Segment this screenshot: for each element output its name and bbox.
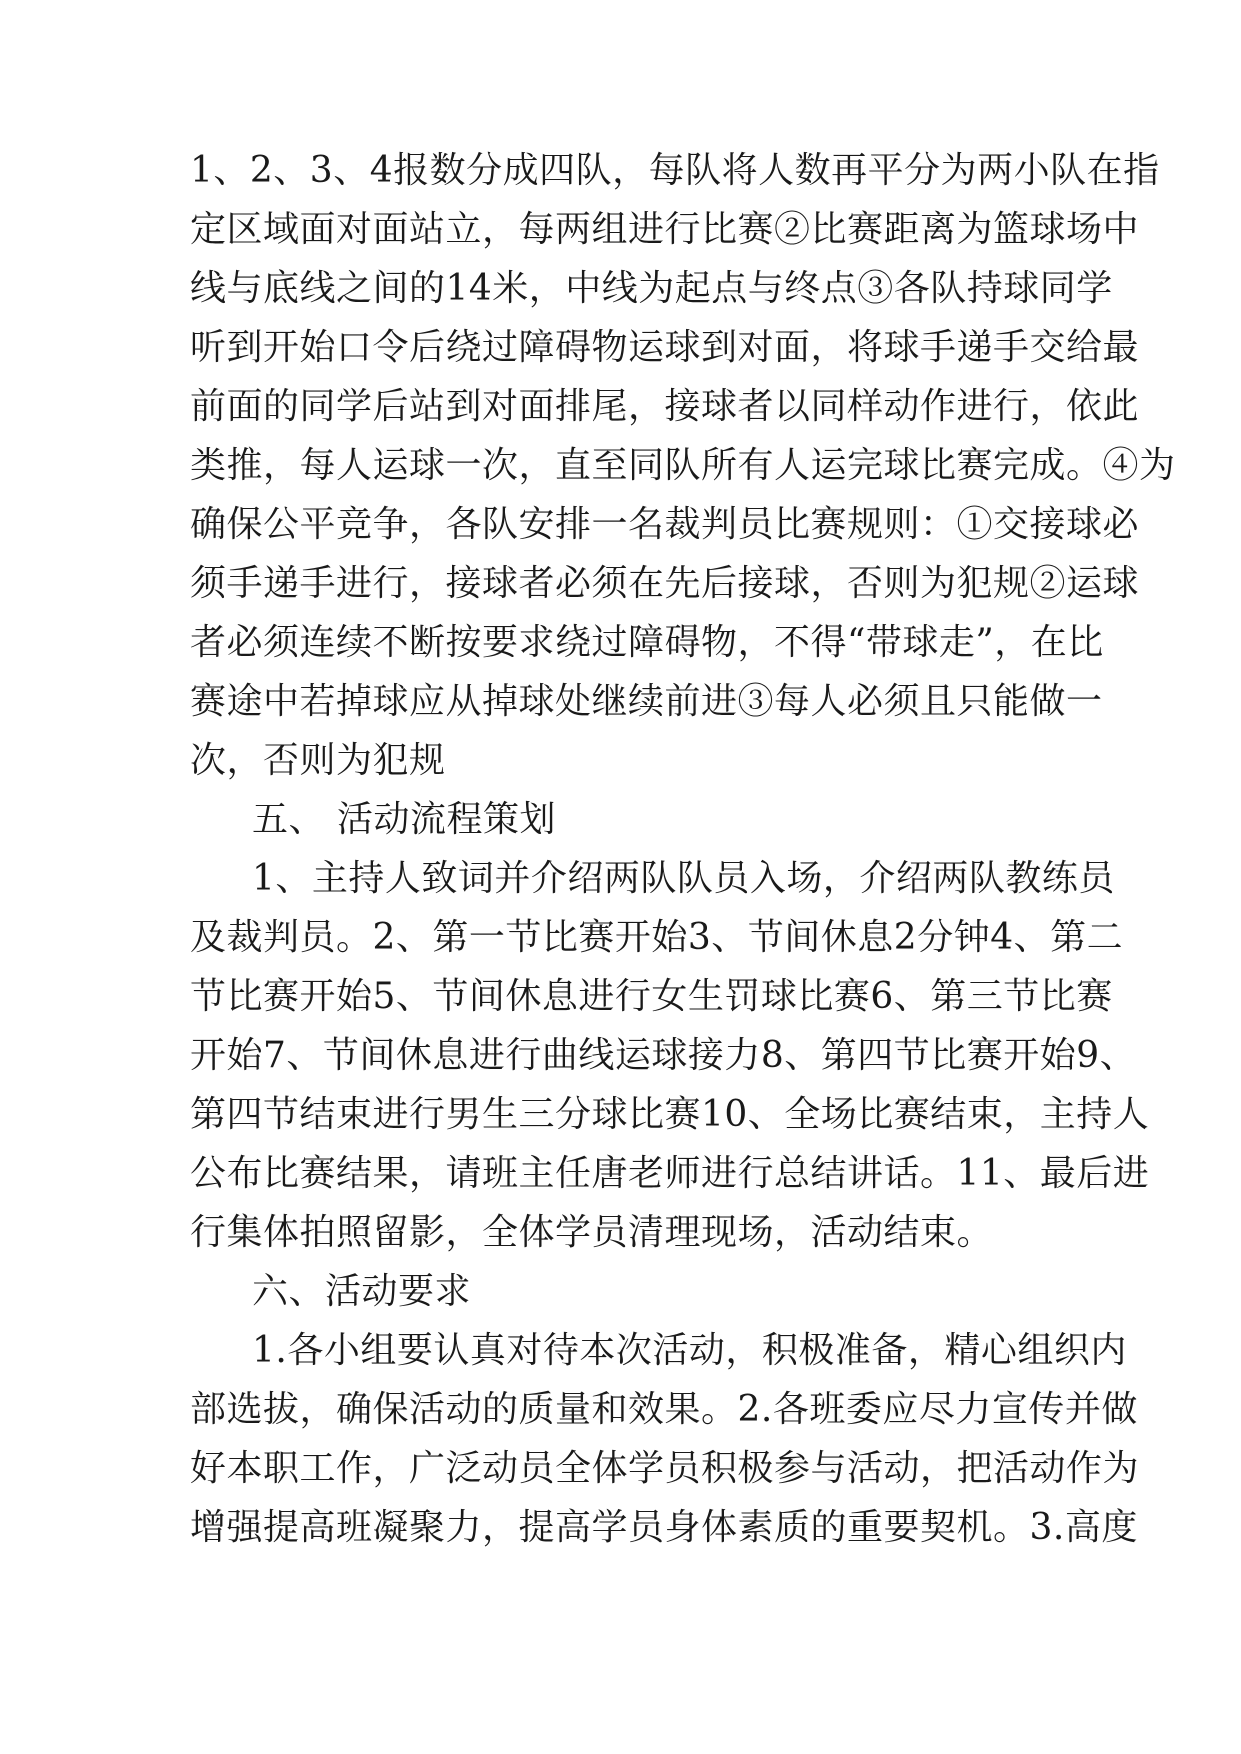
paragraph-line: 公布比赛结果，请班主任唐老师进行总结讲话。11、最后进 [190,1153,1150,1194]
paragraph-line: 好本职工作，广泛动员全体学员积极参与活动，把活动作为 [190,1448,1140,1489]
paragraph-line: 线与底线之间的14米，中线为起点与终点③各队持球同学 [190,268,1113,309]
paragraph-line: 开始7、节间休息进行曲线运球接力8、第四节比赛开始9、 [190,1035,1137,1076]
paragraph-line: 次，否则为犯规 [190,740,446,781]
paragraph-line: 及裁判员。2、第一节比赛开始3、节间休息2分钟4、第二 [190,917,1124,958]
paragraph-line: 1、主持人致词并介绍两队队员入场，介绍两队教练员 [252,858,1115,899]
paragraph-line: 赛途中若掉球应从掉球处继续前进③每人必须且只能做一 [190,681,1103,722]
paragraph-line: 类推，每人运球一次，直至同队所有人运完球比赛完成。④为 [190,445,1176,486]
paragraph-line: 第四节结束进行男生三分球比赛10、全场比赛结束，主持人 [190,1094,1150,1135]
paragraph-line: 定区域面对面站立，每两组进行比赛②比赛距离为篮球场中 [190,209,1140,250]
paragraph-line: 听到开始口令后绕过障碍物运球到对面，将球手递手交给最 [190,327,1140,368]
paragraph-line: 须手递手进行，接球者必须在先后接球，否则为犯规②运球 [190,563,1140,604]
paragraph-line: 行集体拍照留影，全体学员清理现场，活动结束。 [190,1212,994,1253]
section-heading: 六、活动要求 [252,1271,472,1312]
paragraph-line: 部选拔，确保活动的质量和效果。2.各班委应尽力宣传并做 [190,1389,1138,1430]
paragraph-line: 节比赛开始5、节间休息进行女生罚球比赛6、第三节比赛 [190,976,1113,1017]
paragraph-line: 者必须连续不断按要求绕过障碍物，不得“带球走”，在比 [190,622,1104,663]
section-heading: 五、 活动流程策划 [252,799,556,840]
paragraph-line: 增强提高班凝聚力，提高学员身体素质的重要契机。3.高度 [190,1507,1138,1548]
paragraph-line: 前面的同学后站到对面排尾，接球者以同样动作进行，依此 [190,386,1140,427]
paragraph-line: 确保公平竞争，各队安排一名裁判员比赛规则：①交接球必 [190,504,1140,545]
paragraph-line: 1、2、3、4报数分成四队，每队将人数再平分为两小队在指 [190,150,1160,191]
paragraph-line: 1.各小组要认真对待本次活动，积极准备，精心组织内 [252,1330,1127,1371]
